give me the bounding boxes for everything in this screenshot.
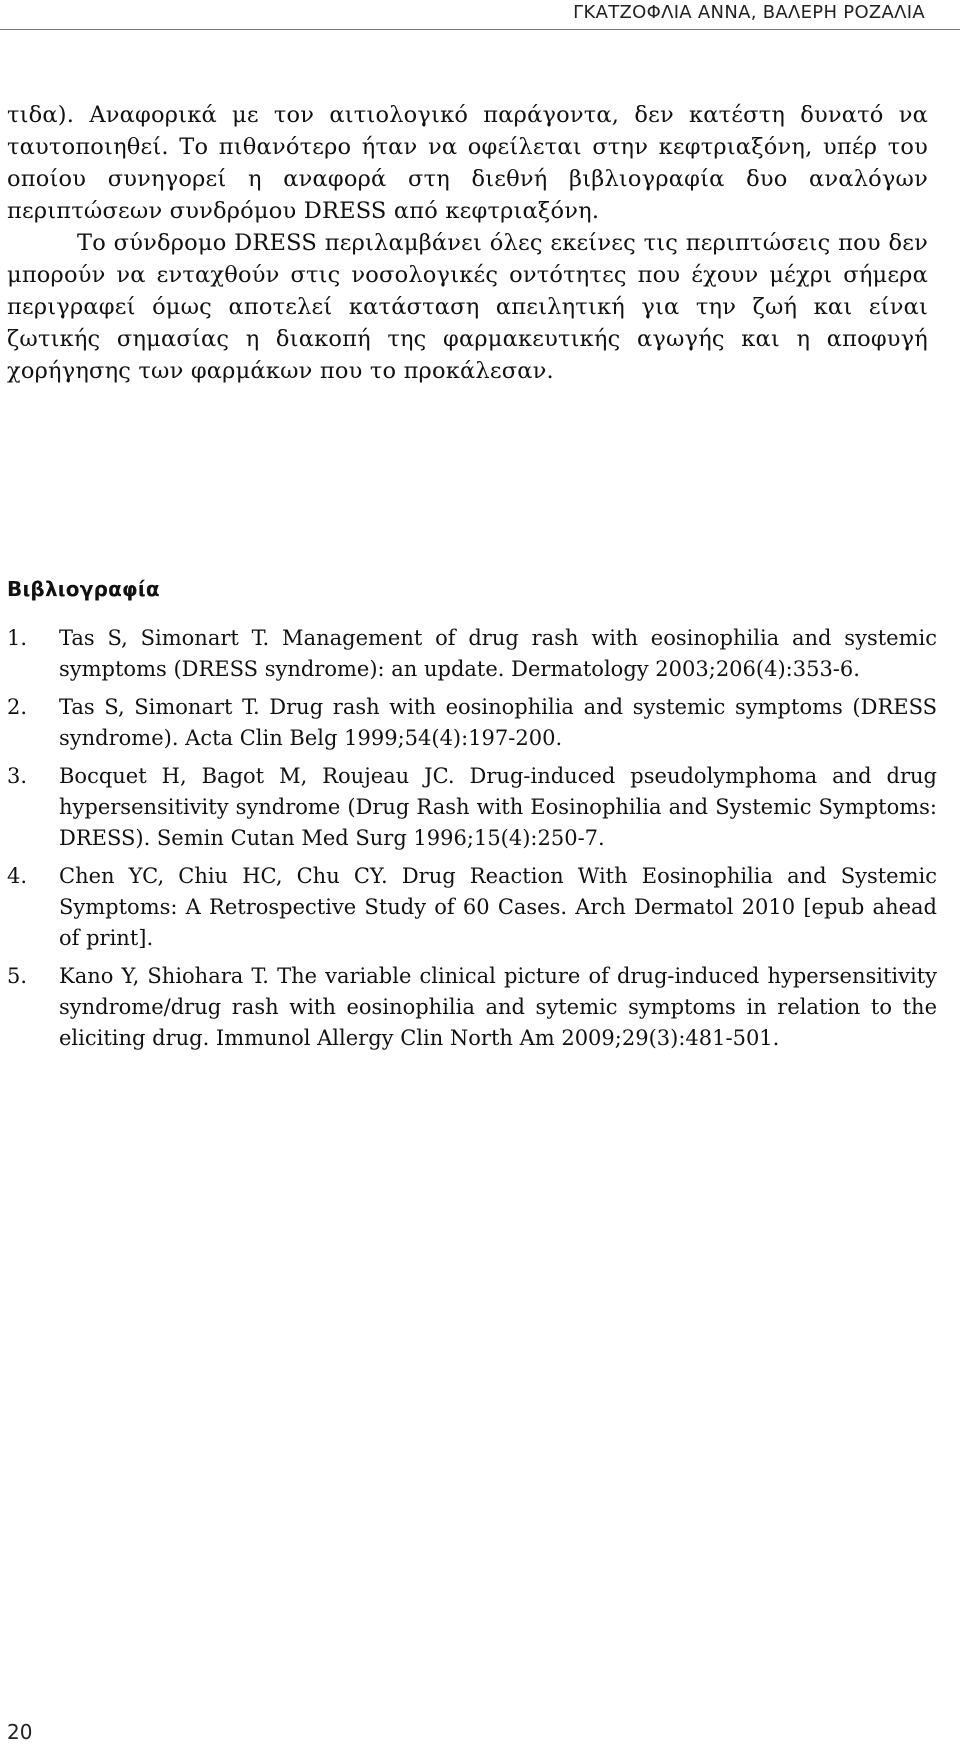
reference-list <box>7 623 937 1054</box>
reference-number: 1. <box>7 626 28 650</box>
running-header <box>0 0 960 30</box>
reference-text: Bocquet H, Bagot M, Roujeau JC. Drug-induced pseudolymphoma and drug hypersensitivity syndrome (Drug Rash with Eosinophilia and Systemic Symptoms: DRESS). Semin Cutan Med Surg 1996;15(4):250-7. <box>59 764 937 850</box>
reference-item <box>7 692 937 754</box>
body-paragraph: Το σύνδρομο DRESS περιλαμβάνει όλες εκείνες τις περιπτώσεις που δεν μπορούν να ενταχθούν στις νοσολογικές οντότητες που έχουν μέχρι σήμερα περιγραφεί όμως αποτελεί κατάσταση απειλητική για την ζωή και είναι ζωτικής σημασίας η διακοπή της φαρμακευτικής αγωγής και η αποφυγή χορήγησης των φαρμάκων που το προκάλεσαν. <box>7 230 928 384</box>
reference-text: Tas S, Simonart T. Drug rash with eosinophilia and systemic symptoms (DRESS syndrome). Acta Clin Belg 1999;54(4):197-200. <box>59 695 937 750</box>
body-paragraph: τιδα). Αναφορικά με τον αιτιολογικό παράγοντα, δεν κατέστη δυνατό να ταυτοποιηθεί. Το πιθανότερο ήταν να οφείλεται στην κεφτριαξόνη, υπέρ του οποίου συνηγορεί η αναφορά στη διεθνή βιβλιογραφία δυο αναλόγων περιπτώσεων συνδρόμου DRESS από κεφτριαξόνη. <box>7 102 928 224</box>
reference-number: 4. <box>7 864 28 888</box>
running-header-title: ΓΚΑΤΖΟΦΛΙΑ ΑΝΝΑ, ΒΑΛΕΡΗ ΡΟΖΑΛΙΑ <box>573 2 925 23</box>
page-number: 20 <box>7 1720 33 1744</box>
reference-number: 5. <box>7 964 28 988</box>
body-text <box>0 99 960 387</box>
reference-text: Chen YC, Chiu HC, Chu CY. Drug Reaction With Eosinophilia and Systemic Symptoms: A Retrospective Study of 60 Cases. Arch Dermatol 2010 [epub ahead of print]. <box>59 864 937 950</box>
reference-number: 3. <box>7 764 28 788</box>
reference-number: 2. <box>7 695 28 719</box>
reference-item <box>7 961 937 1054</box>
bibliography-heading: Βιβλιογραφία <box>7 577 160 601</box>
reference-text: Kano Y, Shiohara T. The variable clinical picture of drug-induced hypersensitivity syndrome/drug rash with eosinophilia and sytemic symptoms in relation to the eliciting drug. Immunol Allergy Clin North Am 2009;29(3):481-501. <box>59 964 937 1050</box>
reference-item <box>7 761 937 854</box>
reference-item <box>7 623 937 685</box>
reference-item <box>7 861 937 954</box>
reference-text: Tas S, Simonart T. Management of drug rash with eosinophilia and systemic symptoms (DRESS syndrome): an update. Dermatology 2003;206(4):353-6. <box>59 626 937 681</box>
